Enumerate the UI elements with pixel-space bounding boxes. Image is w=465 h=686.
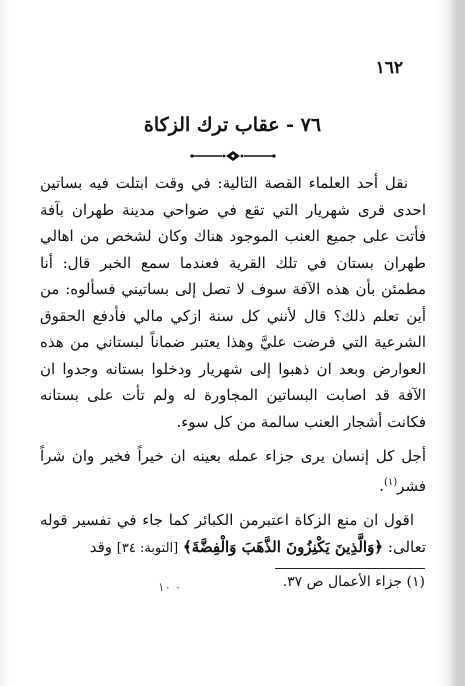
quran-reference: [التوبة: ٣٤] [116,540,179,556]
moral-text: أجل كل إنسان يرى جزاء عمله بعينه ان خيراً فخير وان شراً فشر [40,447,426,495]
quran-paragraph [40,507,426,562]
footnote: (١) جزاء الأعمال ص ٣٧. [282,574,425,590]
title-ornament-icon [190,150,276,162]
quran-verse: ﴿وَالَّذِينَ يَكْنِزُونَ الذَّهَبَ وَالْفِضَّةَ﴾ [183,537,384,556]
chapter-title: ٧٦ - عقاب ترك الزكاة [143,114,322,136]
footnote-divider [275,568,425,569]
moral-paragraph: أجل كل إنسان يرى جزاء عمله بعينه ان خيراً فخير وان شراً فشر$^{(١)}$. [40,447,426,495]
scan-shadow-left [0,0,10,686]
page-number: ١٦٢ [375,58,403,78]
main-text [40,170,426,570]
story-paragraph: نقل أحد العلماء القصة التالية: في وقت ابتلت فيه بساتين احدى قرى شهريار التي تقع في ضواحي مدينة طهران بآفة فأتت على جميع العنب الموجود هناك وكان لشخص من اهالي طهران بستان في تلك القرية فعندما سمع الخبر قال: أنا مطمئن بأن هذه الآفة سوف لا تصل إلى بساتيني فسألوه: من أين تعلم ذلك؟ قال لأنني كل سنة ازكي مالي فأدفع الحقوق الشرعية التي فرضت عليَّ وهذا يعتبر ضماناً لبستاني من هذه العوارض وبعد ان ذهبوا إلى شهريار ودخلوا بستانه وجدوا ان الآفة قد اصابت البساتين المجاورة له ولم تأت على بستانه فكانت أشجار العنب سالمة من كل سوء. [40,174,426,431]
scan-shadow-right [437,0,465,686]
intro-text: اقول ان منع الزكاة اعتبرمن الكبائر كما جاء في تفسير قوله تعالى: [40,511,426,556]
footnote-marker: (١) [383,476,398,488]
print-mark: ٠ ١٠ [158,580,182,594]
continuation-text: وقد [89,537,113,556]
